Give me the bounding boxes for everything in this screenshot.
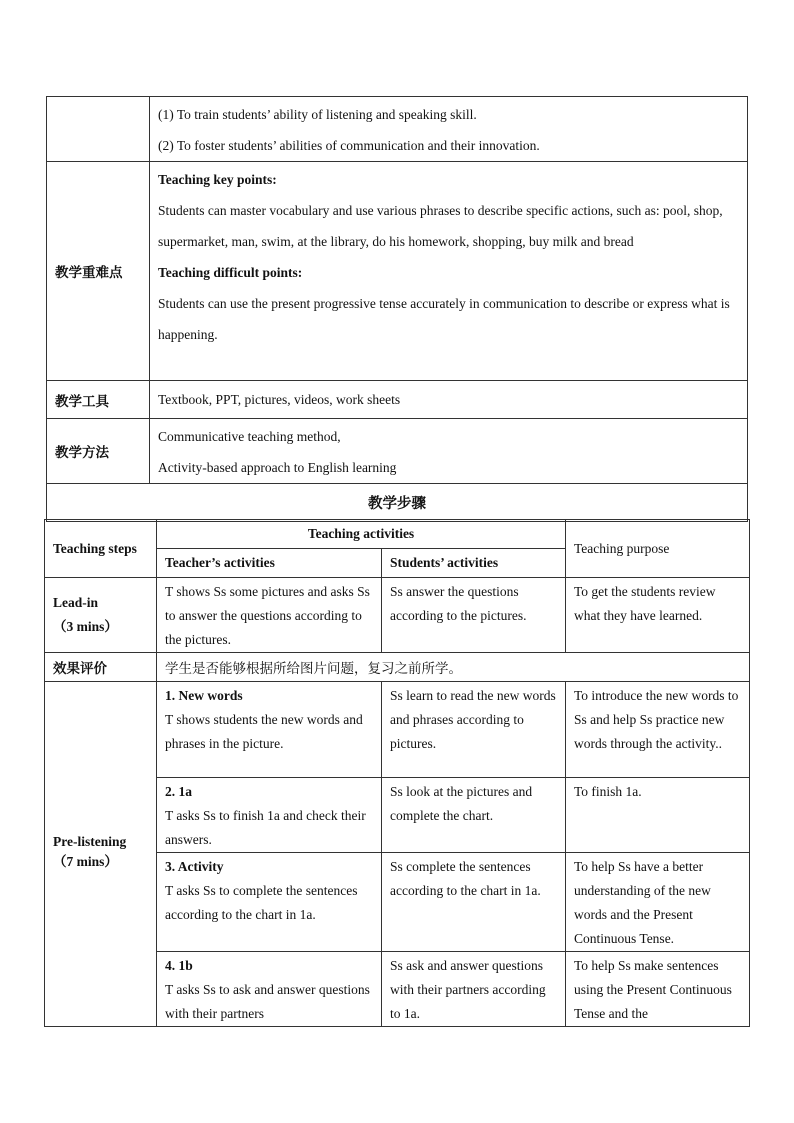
pre-row2-title: 2. 1a xyxy=(165,784,192,799)
tools-label: 教学工具 xyxy=(47,381,150,419)
key-points-title: Teaching key points: xyxy=(158,172,277,187)
key-difficult-label: 教学重难点 xyxy=(47,162,150,381)
method-1: Communicative teaching method, xyxy=(158,429,341,444)
evaluation-text: 学生是否能够根据所给图片问题，复习之前所学。 xyxy=(157,653,750,682)
leadin-step-cell xyxy=(45,578,157,653)
pre-row3-teacher xyxy=(157,853,382,952)
prelistening-name: Pre-listening xyxy=(53,834,127,849)
pre-row1-teacher xyxy=(157,682,382,778)
difficult-points-text: Students can use the present progressive tense accurately in communication to describe or express what is happening. xyxy=(158,296,730,342)
pre-row2-purpose: To finish 1a. xyxy=(566,778,750,853)
tools-value: Textbook, PPT, pictures, videos, work sheets xyxy=(150,381,748,419)
difficult-points-title: Teaching difficult points: xyxy=(158,265,303,280)
pre-row3-teacher-text: T asks Ss to complete the sentences according to the chart in 1a. xyxy=(165,883,358,922)
pre-row4-teacher xyxy=(157,952,382,1027)
pre-row4-title: 4. 1b xyxy=(165,958,193,973)
pre-row2-teacher-text: T asks Ss to finish 1a and check their answers. xyxy=(165,808,366,847)
objectives-label-cell xyxy=(47,97,150,162)
objectives-cell xyxy=(150,97,748,162)
method-2: Activity-based approach to English learning xyxy=(158,460,397,475)
objective-2: (2) To foster students’ abilities of communication and their innovation. xyxy=(158,138,540,153)
pre-row1-students: Ss learn to read the new words and phrases according to pictures. xyxy=(382,682,566,778)
prelistening-time: （7 mins） xyxy=(53,854,118,869)
pre-row4-purpose: To help Ss make sentences using the Present Continuous Tense and the xyxy=(566,952,750,1027)
pre-row1-teacher-text: T shows students the new words and phrases in the picture. xyxy=(165,712,363,751)
teaching-steps-header: Teaching steps xyxy=(45,520,157,578)
teacher-activities-header: Teacher’s activities xyxy=(157,549,382,578)
pre-row2-students: Ss look at the pictures and complete the chart. xyxy=(382,778,566,853)
objective-1: (1) To train students’ ability of listening and speaking skill. xyxy=(158,107,477,122)
key-difficult-cell xyxy=(150,162,748,381)
students-activities-header: Students’ activities xyxy=(382,549,566,578)
key-points-text: Students can master vocabulary and use various phrases to describe specific actions, such as: pool, shop, supermarket, man, swim, at the library, do his homework, shopping, buy milk and bread xyxy=(158,203,723,249)
steps-heading: 教学步骤 xyxy=(47,484,748,522)
pre-row3-title: 3. Activity xyxy=(165,859,224,874)
teaching-purpose-header: Teaching purpose xyxy=(566,520,750,578)
pre-row3-purpose: To help Ss have a better understanding of the new words and the Present Continuous Tense. xyxy=(566,853,750,952)
pre-row2-teacher xyxy=(157,778,382,853)
methods-label: 教学方法 xyxy=(47,419,150,484)
leadin-time: （3 mins） xyxy=(53,619,118,634)
prelistening-step-cell xyxy=(45,682,157,1027)
pre-row4-teacher-text: T asks Ss to ask and answer questions with their partners xyxy=(165,982,370,1021)
pre-row1-purpose: To introduce the new words to Ss and help Ss practice new words through the activity.. xyxy=(566,682,750,778)
lesson-info-table xyxy=(46,96,748,522)
teaching-activities-header: Teaching activities xyxy=(157,520,566,549)
leadin-name: Lead-in xyxy=(53,595,99,610)
leadin-teacher: T shows Ss some pictures and asks Ss to answer the questions according to the pictures. xyxy=(157,578,382,653)
leadin-students: Ss answer the questions according to the pictures. xyxy=(382,578,566,653)
pre-row1-title: 1. New words xyxy=(165,688,243,703)
leadin-purpose: To get the students review what they have learned. xyxy=(566,578,750,653)
evaluation-label: 效果评价 xyxy=(45,653,157,682)
pre-row4-students: Ss ask and answer questions with their partners according to 1a. xyxy=(382,952,566,1027)
teaching-steps-table xyxy=(44,519,750,1027)
methods-cell xyxy=(150,419,748,484)
pre-row3-students: Ss complete the sentences according to the chart in 1a. xyxy=(382,853,566,952)
